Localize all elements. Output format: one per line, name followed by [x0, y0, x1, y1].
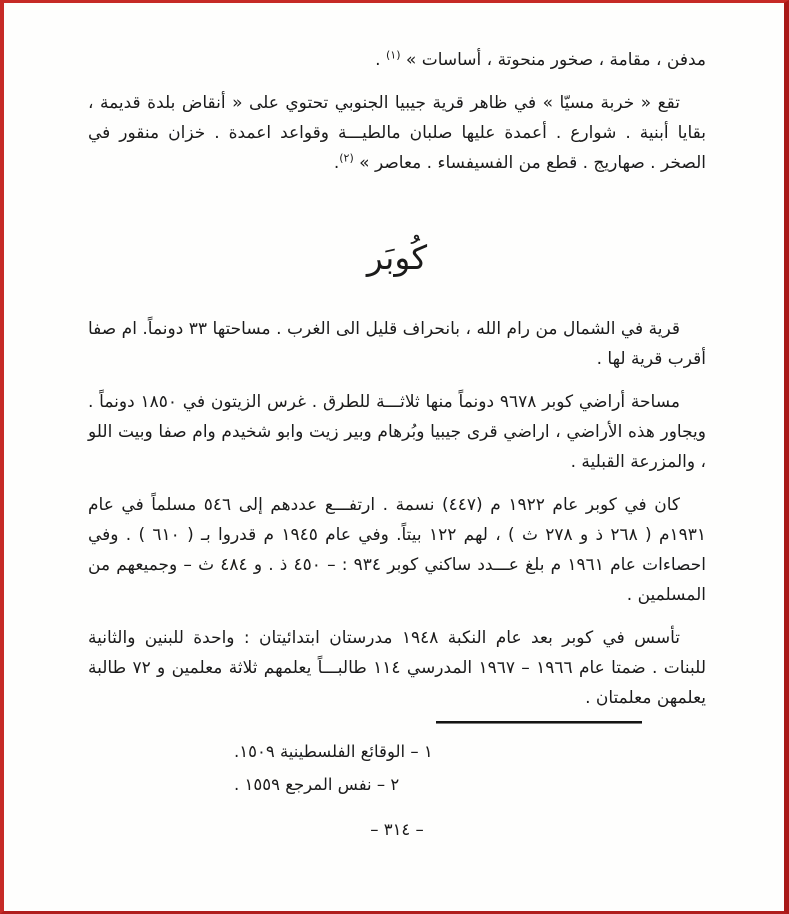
- village-heading: كُوبَر: [366, 238, 428, 277]
- khirbet-text: تقع « خربة مسيّا » في ظاهر قرية جيبيا الجنوبي تحتوي على « أنقاض بلدة قديمة ، بقايا أبنية . شوارع . أعمدة عليها صلبان مالطيـــة وقواعد اعمدة . خزان منقور في الصخر . صهاريج . قطع من الفسيفساء . معاصر »: [88, 93, 706, 173]
- paragraph-location: قرية في الشمال من رام الله ، بانحراف قليل الى الغرب . مساحتها ٣٣ دونماً. ام صفا أقرب قرية لها .: [88, 319, 706, 369]
- khirbet-tail: .: [333, 153, 340, 173]
- paragraph-land-area: مساحة أراضي كوبر ٩٦٧٨ دونماً منها ثلاثـــة للطرق . غرس الزيتون في ١٨٥٠ دونماً . ويجاور هذه الأراضي ، اراضي قرى جيبيا وبُرهام وبير زيت وابو شخيدم وام صفا وبيت اللو ، والمزرعة القبلية .: [88, 392, 706, 472]
- khirbet-masya-paragraph: [88, 88, 706, 178]
- footnote-1: ١ – الوقائع الفلسطينية ١٥٠٩.: [234, 742, 433, 761]
- fragment-tail: .: [375, 50, 386, 70]
- text-block: [4, 3, 784, 911]
- footnote-marker-2: (٢): [339, 151, 354, 165]
- footnote-marker-1: (١): [385, 48, 401, 62]
- paragraph-schools: تأسس في كوبر بعد عام النكبة ١٩٤٨ مدرستان ابتدائيتان : واحدة للبنين والثانية للبنات . ضمتا عام ١٩٦٦ – ١٩٦٧ المدرسي ١١٤ طالبـــاً يعلمهم ثلاثة معلمين و ٧٢ طالبة يعلمهن معلمتان .: [88, 628, 706, 708]
- paragraph-population: كان في كوبر عام ١٩٢٢ م (٤٤٧) نسمة . ارتفـــع عددهم إلى ٥٤٦ مسلماً في عام ١٩٣١م ( ٢٦٨ ذ و ٢٧٨ ث ) ، لهم ١٢٢ بيتاً. وفي عام ١٩٤٥ م قدروا بـ ( ٦١٠ ) . وفي احصاءات عام ١٩٦١ م بلغ عـــدد ساكني كوبر ٩٣٤ : – ٤٥٠ ذ . و ٤٨٤ ث – وجميعهم من المسلمين .: [88, 495, 706, 605]
- footnote-2: ٢ – نفس المرجع ١٥٥٩ .: [234, 775, 400, 794]
- fragment-text: مدفن ، مقامة ، صخور منحوتة ، أساسات »: [405, 50, 706, 70]
- page-number: – ٣١٤ –: [370, 820, 424, 839]
- previous-paragraph-continuation: [88, 45, 706, 75]
- footnotes-section: [88, 735, 706, 801]
- footnote-separator-rule: [436, 721, 642, 723]
